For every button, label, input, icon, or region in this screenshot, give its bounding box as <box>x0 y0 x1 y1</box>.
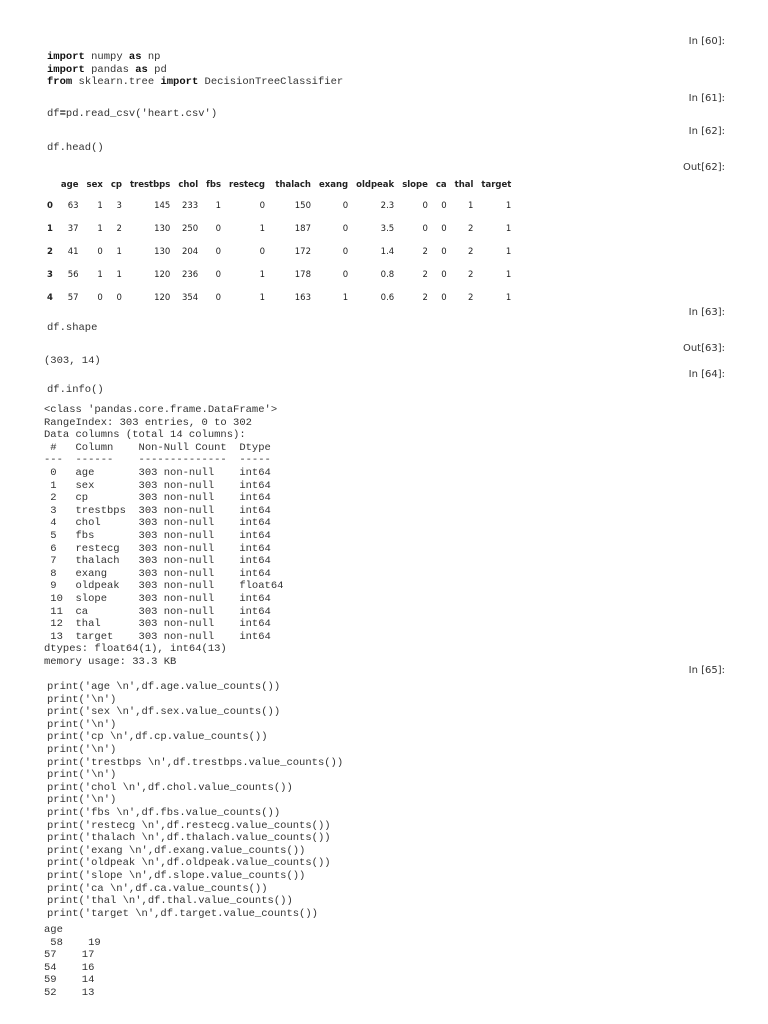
column-header <box>44 176 57 194</box>
code-keyword: as <box>128 51 142 63</box>
table-cell: 1 <box>97 223 103 234</box>
column-header: thal <box>454 180 474 190</box>
table-cell: 37 <box>67 223 79 234</box>
table-cell: 1 <box>259 223 265 234</box>
table-cell: 0 <box>441 246 447 257</box>
output-line: RangeIndex: 303 entries, 0 to 302 <box>44 416 252 429</box>
table-cell: 0 <box>422 200 428 211</box>
code-token: sklearn.tree <box>72 76 161 89</box>
table-cell: 178 <box>294 269 311 280</box>
code-keyword: from <box>47 76 73 89</box>
column-header: slope <box>402 180 428 190</box>
table-cell: 1 <box>97 269 103 280</box>
code-token: print('restecg \n',df.restecg.value_counts()) <box>47 819 331 832</box>
table-cell: 250 <box>181 223 199 234</box>
table-cell: 130 <box>154 223 171 234</box>
table-cell: 1 <box>116 246 122 257</box>
output-line: --- ------ -------------- ----- <box>44 454 284 467</box>
code-keyword: import <box>160 76 199 89</box>
code-token: DecisionTreeClassifier <box>198 76 344 89</box>
table-cell: 130 <box>154 246 171 257</box>
code-token: pandas <box>84 63 136 76</box>
info-output <box>44 404 283 668</box>
table-row <box>44 217 515 240</box>
table-cell: 236 <box>181 269 199 280</box>
column-header: cp <box>110 180 122 190</box>
cell-61-prompt: In [61]: <box>688 93 725 104</box>
table-cell: 2 <box>422 292 428 303</box>
row-index: 0 <box>47 200 53 211</box>
code-token: print('target \n',df.target.value_counts()) <box>47 907 318 920</box>
output-line: 5 fbs 303 non-null int64 <box>44 529 284 542</box>
table-cell: 0 <box>215 223 222 234</box>
table-cell: 0 <box>259 246 265 257</box>
output-line: # Column Non-Null Count Dtype <box>44 441 284 454</box>
output-line: 59 14 <box>44 974 95 987</box>
table-cell: 2 <box>116 223 122 234</box>
code-token: print('oldpeak \n',df.oldpeak.value_counts()) <box>47 857 331 870</box>
table-cell: 2 <box>422 269 428 280</box>
cell-63-prompt: In [63]: <box>688 307 725 318</box>
table-cell: 1 <box>505 223 512 234</box>
column-header: oldpeak <box>356 180 395 190</box>
cell-61-code[interactable] <box>47 108 217 121</box>
column-header: fbs <box>206 180 222 190</box>
output-line: 6 restecg 303 non-null int64 <box>44 542 284 555</box>
table-cell: 1 <box>215 200 222 211</box>
code-token: print('age \n',df.age.value_counts()) <box>47 681 281 693</box>
row-index: 3 <box>47 269 53 280</box>
table-cell: 0.6 <box>380 292 395 303</box>
code-token: print('\n') <box>47 794 117 807</box>
code-token: print('exang \n',df.exang.value_counts()) <box>47 844 306 857</box>
column-header: trestbps <box>129 180 171 190</box>
code-token: print('\n') <box>47 743 117 756</box>
table-cell: 150 <box>294 200 311 211</box>
table-cell: 233 <box>181 200 199 211</box>
table-cell: 0 <box>215 292 222 303</box>
table-cell: 2 <box>422 246 428 257</box>
column-header: exang <box>318 180 349 190</box>
cell-64-prompt: In [64]: <box>688 369 725 380</box>
code-token: print('\n') <box>47 769 117 782</box>
table-cell: 1 <box>97 200 103 211</box>
table-cell: 172 <box>294 246 311 257</box>
cell-62-prompt: In [62]: <box>688 126 725 137</box>
out-62-prompt: Out[62]: <box>682 162 725 173</box>
table-cell: 0 <box>441 292 447 303</box>
table-cell: 0 <box>259 200 265 211</box>
cell-62-code[interactable] <box>47 142 104 155</box>
output-line: 57 17 <box>44 949 95 962</box>
table-cell: 1 <box>342 292 349 303</box>
table-row <box>44 286 515 309</box>
table-cell: 0 <box>215 246 222 257</box>
output-line: 11 ca 303 non-null int64 <box>44 605 284 618</box>
table-cell: 0 <box>97 292 103 303</box>
code-keyword: = <box>59 108 66 120</box>
value-counts-output <box>44 924 101 1000</box>
table-cell: 0 <box>215 269 222 280</box>
table-cell: 0 <box>116 292 122 303</box>
code-token: print('ca \n',df.ca.value_counts()) <box>47 882 268 895</box>
output-line: Data columns (total 14 columns): <box>44 429 246 442</box>
code-token: pd.read_csv('heart.csv') <box>65 108 218 120</box>
table-row <box>44 263 515 286</box>
table-cell: 163 <box>294 292 311 303</box>
output-line: 52 13 <box>44 986 95 999</box>
dataframe-head-table <box>44 176 515 309</box>
output-line: 0 age 303 non-null int64 <box>44 466 284 479</box>
table-cell: 1 <box>467 200 474 211</box>
table-cell: 204 <box>181 246 199 257</box>
code-keyword: import <box>47 63 85 76</box>
output-line: 58 19 <box>44 936 101 949</box>
output-line: 54 16 <box>44 961 95 974</box>
code-token: numpy <box>84 51 129 63</box>
row-index: 1 <box>47 223 53 234</box>
table-cell: 0 <box>342 200 349 211</box>
table-cell: 0 <box>422 223 428 234</box>
code-keyword: import <box>47 51 85 63</box>
table-cell: 56 <box>67 269 79 280</box>
table-cell: 1 <box>505 246 512 257</box>
table-cell: 354 <box>181 292 199 303</box>
row-index: 4 <box>47 292 53 303</box>
cell-63-code[interactable] <box>47 322 97 335</box>
cell-65-prompt: In [65]: <box>688 665 725 676</box>
out-63-prompt: Out[63]: <box>682 343 725 354</box>
table-cell: 0.8 <box>380 269 395 280</box>
table-cell: 0 <box>441 200 447 211</box>
table-cell: 2.3 <box>380 200 395 211</box>
output-line: 13 target 303 non-null int64 <box>44 630 284 643</box>
table-cell: 2 <box>467 246 474 257</box>
table-cell: 120 <box>154 292 171 303</box>
cell-60-prompt: In [60]: <box>688 36 725 47</box>
table-cell: 2 <box>467 223 474 234</box>
table-cell: 2 <box>467 269 474 280</box>
code-token: print('thalach \n',df.thalach.value_counts()) <box>47 832 331 845</box>
table-cell: 1 <box>116 269 122 280</box>
column-header: chol <box>178 180 199 190</box>
code-token: pd <box>147 63 167 76</box>
code-token: np <box>141 51 161 63</box>
table-cell: 0 <box>342 223 349 234</box>
table-cell: 57 <box>67 292 79 303</box>
cell-65-code[interactable] <box>47 681 343 920</box>
table-cell: 3.5 <box>380 223 395 234</box>
cell-60-code[interactable] <box>47 51 343 89</box>
table-cell: 120 <box>154 269 171 280</box>
row-index: 2 <box>47 246 53 257</box>
code-token: df.head() <box>47 142 104 154</box>
table-header-row <box>44 176 515 194</box>
table-cell: 3 <box>116 200 122 211</box>
code-keyword: as <box>135 63 148 76</box>
shape-output: (303, 14) <box>44 355 101 367</box>
column-header: thalach <box>275 180 311 190</box>
code-token: print('slope \n',df.slope.value_counts()) <box>47 869 306 882</box>
cell-64-code[interactable] <box>47 384 104 397</box>
table-cell: 63 <box>67 200 79 211</box>
code-token: print('trestbps \n',df.trestbps.value_counts()) <box>47 756 344 769</box>
table-cell: 1.4 <box>380 246 395 257</box>
table-cell: 2 <box>467 292 474 303</box>
table-cell: 0 <box>342 269 349 280</box>
output-line: 2 cp 303 non-null int64 <box>44 492 284 505</box>
code-token: print('cp \n',df.cp.value_counts()) <box>47 731 268 744</box>
code-token: print('thal \n',df.thal.value_counts()) <box>47 895 293 908</box>
output-line: 7 thalach 303 non-null int64 <box>44 555 284 568</box>
column-header: target <box>481 180 512 190</box>
code-token: print('sex \n',df.sex.value_counts()) <box>47 706 281 719</box>
output-line: age <box>44 924 63 936</box>
output-line: dtypes: float64(1), int64(13) <box>44 643 227 656</box>
table-cell: 187 <box>294 223 311 234</box>
output-line: 3 trestbps 303 non-null int64 <box>44 504 284 517</box>
output-line: 12 thal 303 non-null int64 <box>44 618 284 631</box>
table-cell: 1 <box>259 269 265 280</box>
output-line: 4 chol 303 non-null int64 <box>44 517 284 530</box>
column-header: restecg <box>229 180 265 190</box>
code-token: print('\n') <box>47 718 117 731</box>
table-cell: 1 <box>505 269 512 280</box>
output-line: <class 'pandas.core.frame.DataFrame'> <box>44 404 278 416</box>
table-cell: 41 <box>67 246 79 257</box>
table-row <box>44 240 515 263</box>
table-row <box>44 194 515 217</box>
code-token: print('chol \n',df.chol.value_counts()) <box>47 781 293 794</box>
code-token: print('fbs \n',df.fbs.value_counts()) <box>47 806 281 819</box>
table-cell: 0 <box>441 269 447 280</box>
code-token: print('\n') <box>47 693 117 706</box>
column-header: age <box>60 180 79 190</box>
table-cell: 0 <box>97 246 103 257</box>
table-cell: 0 <box>342 246 349 257</box>
table-cell: 1 <box>505 292 512 303</box>
code-token: df <box>47 108 60 120</box>
output-line: 8 exang 303 non-null int64 <box>44 567 284 580</box>
table-cell: 1 <box>259 292 265 303</box>
table-cell: 1 <box>505 200 512 211</box>
column-header: sex <box>86 180 103 190</box>
table-cell: 0 <box>441 223 447 234</box>
column-header: ca <box>435 180 447 190</box>
output-line: 10 slope 303 non-null int64 <box>44 592 284 605</box>
output-line: 9 oldpeak 303 non-null float64 <box>44 580 284 593</box>
code-token: df.shape <box>47 322 98 334</box>
table-cell: 145 <box>154 200 171 211</box>
output-line: memory usage: 33.3 KB <box>44 655 177 668</box>
code-token: df.info() <box>47 384 104 396</box>
output-line: 1 sex 303 non-null int64 <box>44 479 284 492</box>
